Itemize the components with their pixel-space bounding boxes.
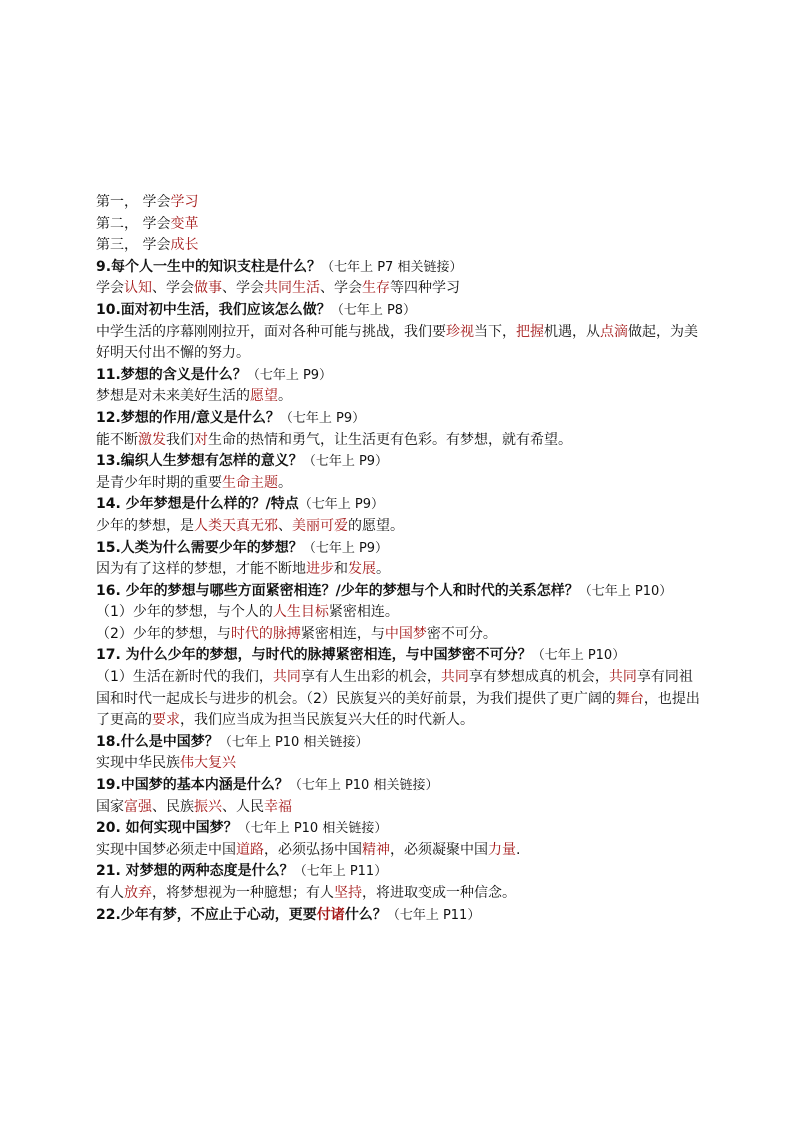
question-text: 17. 为什么少年的梦想，与时代的脉搏紧密相连，与中国梦密不可分？ — [96, 647, 532, 664]
answer-line — [96, 192, 700, 214]
highlighted-keyword: 时代的脉搏 — [230, 625, 301, 642]
answer-line — [96, 322, 700, 365]
answer-text: . — [516, 841, 521, 858]
question-text: 15.人类为什么需要少年的梦想？ — [96, 539, 303, 556]
answer-line — [96, 235, 700, 257]
question-text: 12.梦想的作用/意义是什么？ — [96, 409, 280, 426]
question-line — [96, 645, 700, 667]
question-text: 18.什么是中国梦？ — [96, 733, 219, 750]
answer-line — [96, 883, 700, 905]
question-line — [96, 365, 700, 387]
answer-text: 第一， 学会 — [96, 194, 171, 210]
answer-line — [96, 516, 700, 538]
textbook-reference: （七年上 P11） — [386, 907, 481, 923]
answer-text: 、学会 — [320, 280, 362, 297]
textbook-reference: （七年上 P10 相关链接） — [288, 778, 439, 794]
answer-text: 、学会 — [222, 280, 264, 297]
document-page — [96, 192, 700, 926]
highlighted-keyword: 点滴 — [600, 323, 628, 340]
answer-line — [96, 430, 700, 452]
answer-text: 是青少年时期的重要 — [96, 474, 222, 491]
highlighted-keyword: 共同 — [272, 669, 301, 686]
answer-text: ，必须凝聚中国 — [390, 841, 488, 858]
highlighted-keyword: 富强 — [124, 798, 152, 815]
answer-text: 。 — [278, 474, 292, 491]
answer-text: ，也提出了更高的 — [96, 690, 700, 729]
answer-text: 密不可分。 — [426, 625, 497, 642]
answer-text: 、民族 — [152, 798, 194, 815]
question-text: 14. 少年梦想是什么样的？/特点 — [96, 496, 299, 513]
question-text: 11.梦想的含义是什么？ — [96, 366, 247, 383]
answer-text: 机遇，从 — [544, 323, 600, 340]
answer-text: ，必须弘扬中国 — [264, 841, 362, 858]
answer-text: ，将进取变成一种信念。 — [362, 885, 516, 901]
answer-text: （1）生活在新时代的我们， — [96, 669, 273, 686]
answer-text: 能不断 — [96, 431, 138, 448]
answer-text: 学会 — [96, 280, 124, 297]
highlighted-keyword: 共同生活 — [264, 280, 320, 297]
answer-text: 做起，为美好明天付出不懈的努力。 — [96, 323, 698, 362]
highlighted-keyword: 舞台 — [615, 690, 644, 707]
highlighted-keyword: 成长 — [170, 237, 199, 254]
answer-text: 享有同祖国和时代一起成长与进步的机会。（2）民族复兴的美好前景，为我们提供了更广阔的 — [96, 669, 693, 707]
answer-text: 、人民 — [222, 798, 264, 815]
highlighted-keyword: 对 — [194, 431, 208, 448]
question-highlight: 付诸 — [316, 906, 345, 923]
answer-text: 。 — [376, 561, 390, 578]
question-line — [96, 257, 700, 279]
highlighted-keyword: 珍视 — [446, 323, 474, 340]
answer-line — [96, 602, 700, 624]
answer-text: 第二， 学会 — [96, 215, 171, 232]
answer-text: 、 — [278, 517, 292, 534]
highlighted-keyword: 道路 — [236, 841, 264, 858]
answer-text: 实现中华民族 — [96, 755, 180, 772]
textbook-reference: （七年上 P11） — [293, 864, 388, 880]
question-line — [96, 861, 700, 883]
question-line — [96, 581, 700, 603]
answer-text: 因为有了这样的梦想，才能不断地 — [96, 561, 306, 578]
highlighted-keyword: 幸福 — [264, 798, 292, 815]
question-line — [96, 538, 700, 560]
highlighted-keyword: 要求 — [152, 712, 180, 729]
question-line — [96, 905, 700, 927]
answer-text: 和 — [334, 561, 348, 578]
highlighted-keyword: 认知 — [124, 280, 152, 297]
question-text: 13.编织人生梦想有怎样的意义？ — [96, 453, 303, 470]
question-line — [96, 775, 700, 797]
answer-text: 享有梦想成真的机会， — [468, 669, 609, 686]
highlighted-keyword: 人类天真无邪 — [194, 517, 278, 534]
question-line — [96, 494, 700, 516]
highlighted-keyword: 力量 — [488, 841, 516, 858]
textbook-reference: （七年上 P10） — [578, 583, 673, 599]
highlighted-keyword: 激发 — [138, 431, 166, 448]
question-text: 20. 如何实现中国梦？ — [96, 820, 238, 837]
highlighted-keyword: 共同 — [440, 669, 469, 686]
highlighted-keyword: 振兴 — [194, 798, 222, 815]
textbook-reference: （七年上 P8） — [330, 302, 417, 318]
question-line — [96, 818, 700, 840]
answer-text: 第三， 学会 — [96, 237, 171, 254]
textbook-reference: （七年上 P9） — [298, 497, 385, 513]
highlighted-keyword: 做事 — [194, 280, 222, 297]
highlighted-keyword: 进步 — [306, 561, 334, 578]
answer-text: （2）少年的梦想，与 — [96, 625, 231, 642]
textbook-reference: （七年上 P9） — [302, 540, 389, 556]
highlighted-keyword: 放弃 — [124, 885, 152, 901]
highlighted-keyword: 生存 — [362, 280, 390, 297]
question-text: 16. 少年的梦想与哪些方面紧密相连？/少年的梦想与个人和时代的关系怎样？ — [96, 582, 579, 599]
highlighted-keyword: 坚持 — [334, 885, 362, 901]
question-text: 21. 对梦想的两种态度是什么？ — [96, 863, 294, 880]
answer-text: 紧密相连，与 — [300, 625, 385, 642]
highlighted-keyword: 伟大复兴 — [180, 755, 236, 772]
answer-line — [96, 624, 700, 646]
answer-text: 生命的热情和勇气，让生活更有色彩。有梦想，就有希望。 — [208, 431, 572, 448]
textbook-reference: （七年上 P9） — [246, 367, 333, 383]
question-text: 10.面对初中生活，我们应该怎么做？ — [96, 301, 331, 318]
answer-text: 少年的梦想，是 — [96, 517, 194, 534]
question-text: 9.每个人一生中的知识支柱是什么？ — [96, 258, 322, 275]
answer-line — [96, 667, 700, 732]
textbook-reference: （七年上 P10 相关链接） — [237, 821, 388, 837]
highlighted-keyword: 人生目标 — [272, 604, 329, 621]
answer-line — [96, 559, 700, 581]
answer-text: 实现中国梦必须走中国 — [96, 841, 236, 858]
answer-text: ，将梦想视为一种臆想；有人 — [152, 885, 334, 901]
answer-line — [96, 753, 700, 775]
question-text: 22.少年有梦，不应止于心动，更要 — [96, 906, 317, 923]
textbook-reference: （七年上 P7 相关链接） — [321, 259, 463, 275]
answer-line — [96, 278, 700, 300]
answer-text: 国家 — [96, 798, 124, 815]
highlighted-keyword: 变革 — [170, 215, 199, 232]
answer-text: 梦想是对未来美好生活的 — [96, 388, 250, 405]
highlighted-keyword: 把握 — [516, 323, 544, 340]
answer-text: （1）少年的梦想，与个人的 — [96, 604, 273, 621]
answer-line — [96, 840, 700, 862]
textbook-reference: （七年上 P9） — [302, 454, 389, 470]
answer-text: 、学会 — [152, 280, 194, 297]
question-line — [96, 732, 700, 754]
answer-text: 我们 — [166, 431, 194, 448]
question-tail: 什么？ — [344, 906, 387, 923]
highlighted-keyword: 发展 — [348, 561, 376, 578]
answer-text: 紧密相连。 — [328, 604, 399, 621]
answer-text: 享有人生出彩的机会， — [300, 669, 441, 686]
highlighted-keyword: 学习 — [170, 194, 199, 210]
answer-text: 有人 — [96, 885, 124, 901]
answer-line — [96, 797, 700, 819]
answer-text: 中学生活的序幕刚刚拉开，面对各种可能与挑战，我们要 — [96, 323, 446, 340]
highlighted-keyword: 生命主题 — [222, 474, 278, 491]
answer-line — [96, 386, 700, 408]
answer-line — [96, 473, 700, 495]
question-line — [96, 300, 700, 322]
textbook-reference: （七年上 P9） — [279, 410, 366, 426]
answer-text: 等四种学习 — [390, 280, 460, 297]
highlighted-keyword: 中国梦 — [384, 625, 427, 642]
answer-text: 的愿望。 — [348, 517, 404, 534]
answer-text: ，我们应当成为担当民族复兴大任的时代新人。 — [180, 712, 474, 729]
highlighted-keyword: 美丽可爱 — [292, 517, 348, 534]
highlighted-keyword: 精神 — [362, 841, 390, 858]
question-line — [96, 408, 700, 430]
textbook-reference: （七年上 P10 相关链接） — [218, 734, 369, 750]
question-text: 19.中国梦的基本内涵是什么？ — [96, 777, 289, 794]
highlighted-keyword: 共同 — [608, 669, 637, 686]
question-line — [96, 451, 700, 473]
answer-text: 。 — [278, 388, 292, 405]
textbook-reference: （七年上 P10） — [531, 648, 626, 664]
answer-text: 当下， — [474, 323, 516, 340]
answer-line — [96, 214, 700, 236]
highlighted-keyword: 愿望 — [250, 388, 278, 405]
